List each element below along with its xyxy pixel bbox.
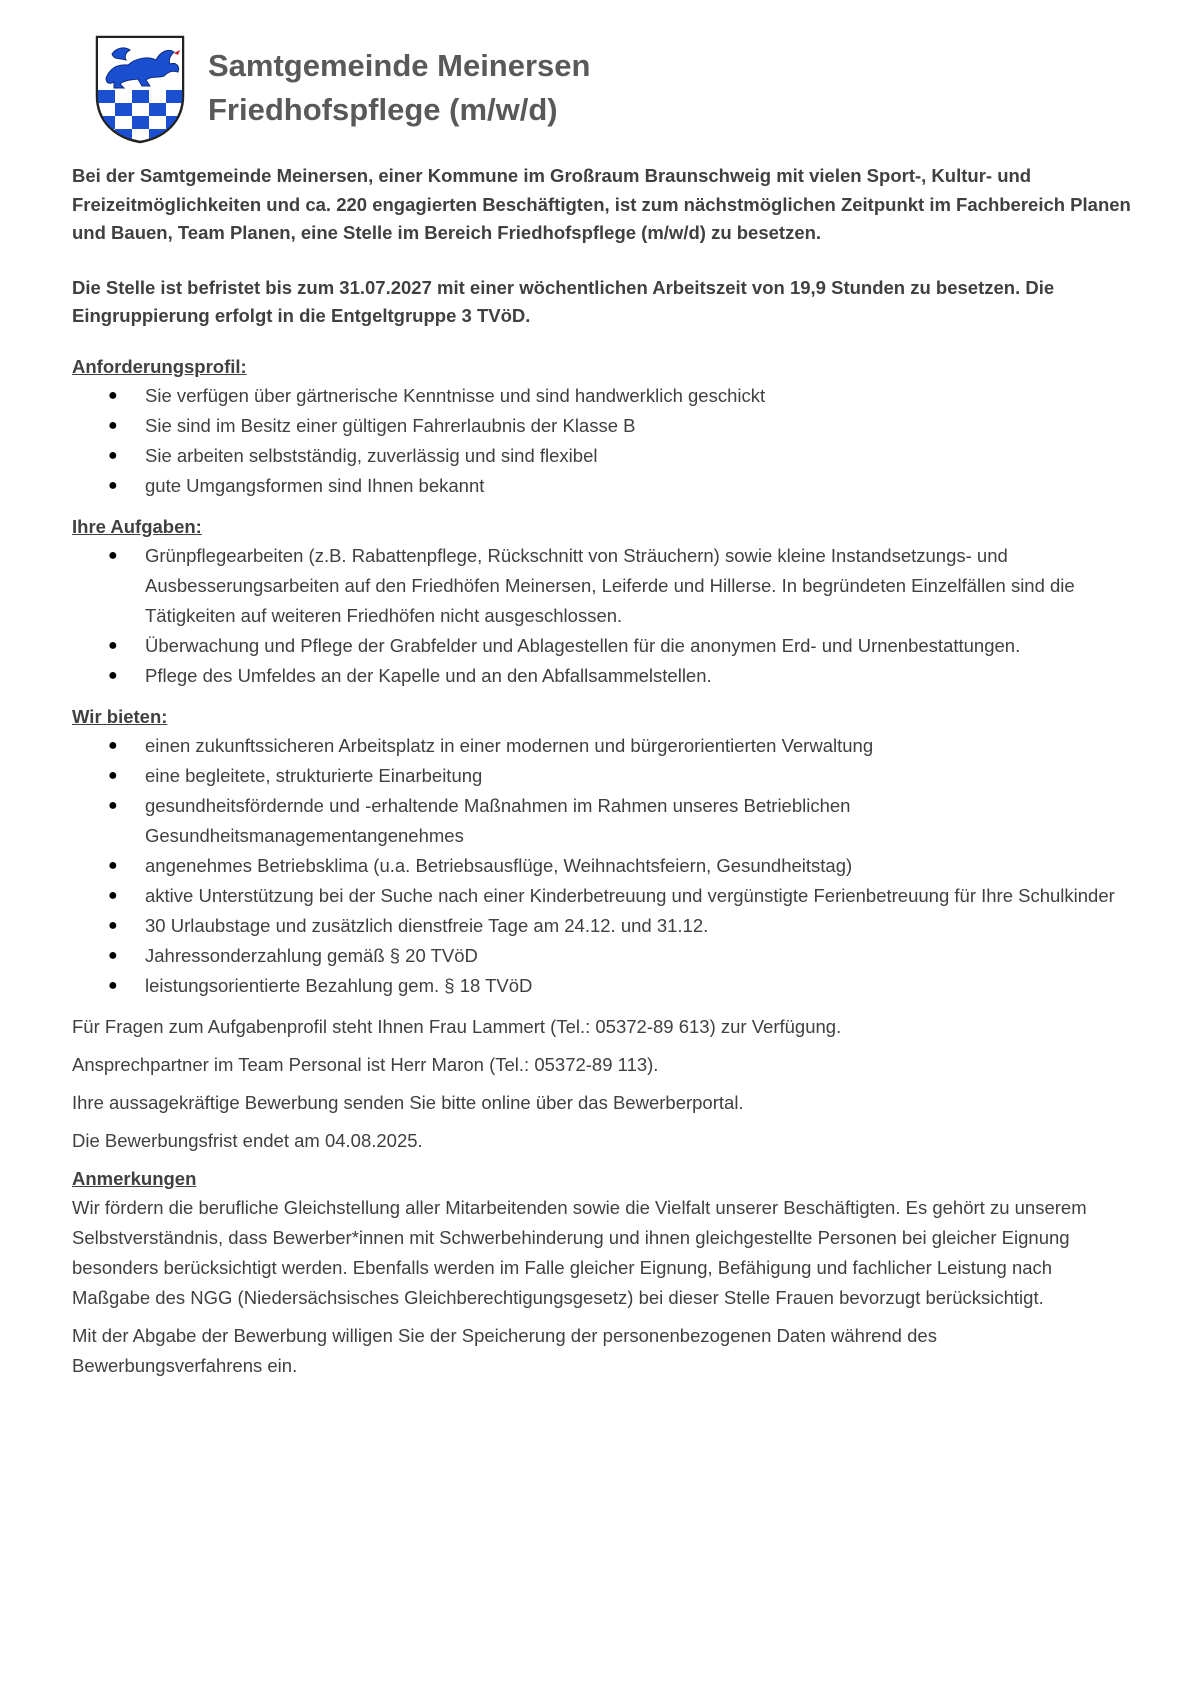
list-item: ● Sie sind im Besitz einer gültigen Fahrerlaubnis der Klasse B: [72, 411, 1132, 441]
organization-title: Samtgemeinde Meinersen: [208, 48, 591, 83]
list-item: ● Jahressonderzahlung gemäß § 20 TVöD: [72, 941, 1132, 971]
list-item: ● eine begleitete, strukturierte Einarbeitung: [72, 761, 1132, 791]
list-item: ● Überwachung und Pflege der Grabfelder und Ablagestellen für die anonymen Erd- und Urnenbestattungen.: [72, 631, 1132, 661]
list-item: ● Grünpflegearbeiten (z.B. Rabattenpflege, Rückschnitt von Sträuchern) sowie kleine Instandsetzungs- und Ausbesserungsarbeiten auf den Friedhöfen Meinersen, Leiferde und Hillerse. In begründeten Einzelfällen sind die Tätigkeiten auf weiteren Friedhöfen nicht ausgeschlossen.: [72, 541, 1132, 631]
list-item: ● 30 Urlaubstage und zusätzlich dienstfreie Tage am 24.12. und 31.12.: [72, 911, 1132, 941]
bullet-icon: ●: [108, 886, 118, 904]
title-block: [208, 44, 590, 132]
bullet-icon: ●: [108, 856, 118, 874]
contact-questions: Für Fragen zum Aufgabenprofil steht Ihnen Frau Lammert (Tel.: 05372-89 613) zur Verfügung.: [72, 1015, 842, 1037]
header: [94, 34, 590, 144]
list-item: ● leistungsorientierte Bezahlung gem. § 18 TVöD: [72, 971, 1132, 1001]
offer-heading: Wir bieten:: [72, 705, 168, 727]
coat-of-arms-logo: [94, 34, 186, 144]
remarks-heading: Anmerkungen: [72, 1167, 197, 1189]
list-item: ● Pflege des Umfeldes an der Kapelle und an den Abfallsammelstellen.: [72, 661, 1132, 691]
tasks-heading: Ihre Aufgaben:: [72, 515, 202, 537]
bullet-icon: ●: [108, 736, 118, 754]
deadline-note: Die Bewerbungsfrist endet am 04.08.2025.: [72, 1129, 423, 1151]
list-item: ● gute Umgangsformen sind Ihnen bekannt: [72, 471, 1132, 501]
requirements-heading: Anforderungsprofil:: [72, 355, 247, 377]
bullet-icon: ●: [108, 946, 118, 964]
bullet-icon: ●: [108, 446, 118, 464]
bullet-icon: ●: [108, 796, 118, 814]
list-item: ● Sie arbeiten selbstständig, zuverlässig und sind flexibel: [72, 441, 1132, 471]
bullet-icon: ●: [108, 476, 118, 494]
posting-body: [72, 162, 1132, 1389]
bullet-icon: ●: [108, 766, 118, 784]
bullet-icon: ●: [108, 636, 118, 654]
application-note: Ihre aussagekräftige Bewerbung senden Sie bitte online über das Bewerberportal.: [72, 1091, 744, 1113]
bullet-icon: ●: [108, 416, 118, 434]
bullet-icon: ●: [108, 386, 118, 404]
bullet-icon: ●: [108, 546, 118, 564]
list-item: ● gesundheitsfördernde und -erhaltende Maßnahmen im Rahmen unseres Betrieblichen Gesundheitsmanagementangenehmes: [72, 791, 1132, 851]
bullet-icon: ●: [108, 976, 118, 994]
terms-paragraph: Die Stelle ist befristet bis zum 31.07.2027 mit einer wöchentlichen Arbeitszeit von 19,9 Stunden zu besetzen. Die Eingruppierung erfolgt in die Entgeltgruppe 3 TVöD.: [72, 276, 1055, 326]
list-item: ● aktive Unterstützung bei der Suche nach einer Kinderbetreuung und vergünstigte Ferienbetreuung für Ihre Schulkinder: [72, 881, 1132, 911]
position-title: Friedhofspflege (m/w/d): [208, 92, 558, 127]
list-item: ● Sie verfügen über gärtnerische Kenntnisse und sind handwerklich geschickt: [72, 381, 1132, 411]
privacy-note: Mit der Abgabe der Bewerbung willigen Sie der Speicherung der personenbezogenen Daten während des Bewerbungsverfahrens ein.: [72, 1324, 937, 1376]
requirements-list: [72, 381, 1132, 501]
intro-paragraph: Bei der Samtgemeinde Meinersen, einer Kommune im Großraum Braunschweig mit vielen Sport-, Kultur- und Freizeitmöglichkeiten und ca. 220 engagierten Beschäftigten, ist zum nächstmöglichen Zeitpunkt im Fachbereich Planen und Bauen, Team Planen, eine Stelle im Bereich Friedhofspflege (m/w/d) zu besetzen.: [72, 165, 1131, 243]
contact-personnel: Ansprechpartner im Team Personal ist Herr Maron (Tel.: 05372-89 113).: [72, 1053, 659, 1075]
tasks-list: [72, 541, 1132, 691]
bullet-icon: ●: [108, 916, 118, 934]
remarks-text: Wir fördern die berufliche Gleichstellung aller Mitarbeitenden sowie die Vielfalt unserer Beschäftigten. Es gehört zu unserem Selbstverständnis, dass Bewerber*innen mit Schwerbehinderung und ihnen gleichgestellte Personen bei gleicher Eignung besonders berücksichtigt werden. Ebenfalls werden im Falle gleicher Eignung, Befähigung und fachlicher Leistung nach Maßgabe des NGG (Niedersächsisches Gleichberechtigungsgesetz) bei dieser Stelle Frauen bevorzugt berücksichtigt.: [72, 1196, 1087, 1308]
offer-list: [72, 731, 1132, 1001]
list-item: ● angenehmes Betriebsklima (u.a. Betriebsausflüge, Weihnachtsfeiern, Gesundheitstag): [72, 851, 1132, 881]
list-item: ● einen zukunftssicheren Arbeitsplatz in einer modernen und bürgerorientierten Verwaltung: [72, 731, 1132, 761]
bullet-icon: ●: [108, 666, 118, 684]
